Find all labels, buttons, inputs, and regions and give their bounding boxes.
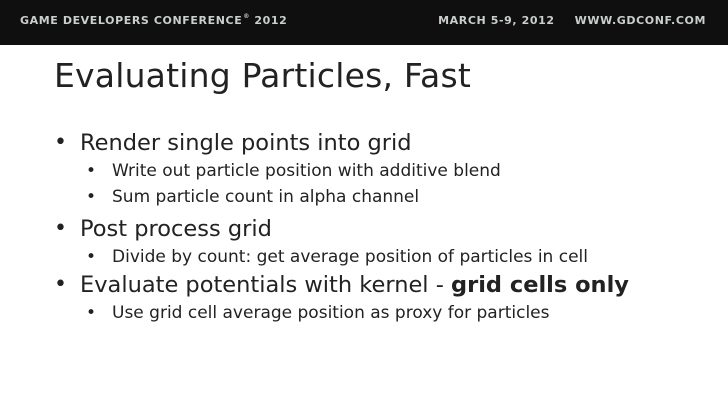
conference-url: WWW.GDCONF.COM — [574, 14, 706, 27]
bullet-list — [54, 128, 724, 326]
sub-bullet-item: • Write out particle position with additive blend — [54, 158, 724, 184]
sub-bullet-item: • Sum particle count in alpha channel — [54, 184, 724, 210]
header-bar — [0, 0, 728, 45]
conference-dates: MARCH 5-9, 2012 — [438, 14, 555, 27]
sub-bullet-item: • Divide by count: get average position of particles in cell — [54, 244, 724, 270]
conference-name: GAME DEVELOPERS CONFERENCE® 2012 — [20, 13, 288, 27]
bullet-item: • Post process grid — [54, 214, 724, 244]
bullet-item — [54, 270, 724, 300]
bullet-text: Evaluate potentials with kernel - — [80, 272, 451, 298]
header-right — [438, 14, 706, 27]
bullet-emphasis: grid cells only — [451, 272, 629, 298]
sub-bullet-item: • Use grid cell average position as proxy for particles — [54, 300, 724, 326]
slide-title: Evaluating Particles, Fast — [54, 56, 471, 95]
bullet-item: • Render single points into grid — [54, 128, 724, 158]
